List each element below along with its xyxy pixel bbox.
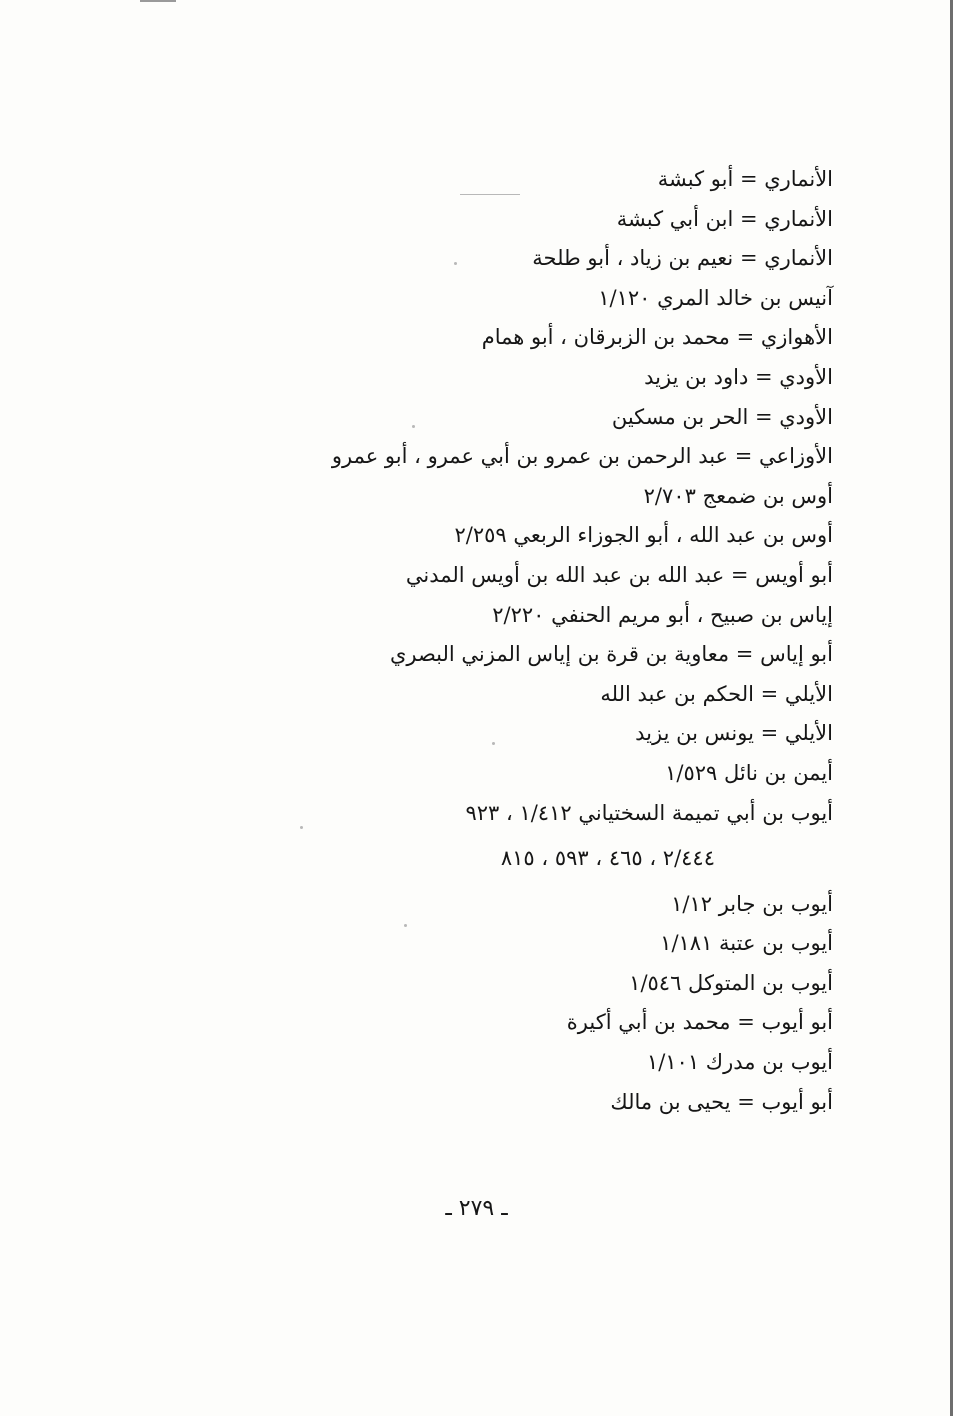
index-entry: الأيلي = يونس بن يزيد [635, 721, 833, 746]
index-entry: أيوب بن مدرك ١/١٠١ [646, 1050, 833, 1075]
scan-speck [492, 742, 495, 745]
scan-speck [300, 826, 303, 829]
index-entry: الأودي = الحر بن مسكين [611, 404, 833, 429]
index-entry-continuation: ٢/٤٤٤ ، ٤٦٥ ، ٥٩٣ ، ٨١٥ [500, 846, 715, 871]
index-entry: آنيس بن خالد المري ١/١٢٠ [598, 285, 833, 310]
index-entry: أيمن بن نائل ١/٥٢٩ [665, 760, 833, 785]
index-entry: الأيلي = الحكم بن عبد الله [600, 681, 833, 706]
index-entry: أبو إياس = معاوية بن قرة بن إياس المزني البصري [389, 642, 833, 667]
index-entry: الأنماري = ابن أبي كبشة [616, 206, 833, 231]
index-entry: أيوب بن أبي تميمة السختياني ١/٤١٢ ، ٩٢٣ [465, 800, 833, 825]
index-entry: الأنماري = أبو كبشة [657, 167, 833, 191]
index-entry: أوس بن عبد الله ، أبو الجوزاء الربعي ٢/٢٥٩ [454, 523, 833, 548]
index-entry: أيوب بن عتبة ١/١٨١ [660, 931, 833, 956]
index-entry: أبو أيوب = يحيى بن مالك [610, 1089, 833, 1114]
scan-mark [140, 0, 176, 2]
scan-speck [460, 194, 520, 195]
scan-speck [412, 425, 415, 428]
index-entry: إياس بن صبيح ، أبو مريم الحنفي ٢/٢٢٠ [492, 602, 833, 627]
page-number: ـ ٢٧٩ ـ [445, 1196, 508, 1221]
index-entry: الأودي = داود بن يزيد [644, 364, 833, 389]
index-entry: الأهوازي = محمد بن الزبرقان ، أبو همام [481, 325, 833, 350]
scan-speck [404, 924, 407, 927]
index-entry: أبو أيوب = محمد بن أبي أكيرة [566, 1010, 833, 1035]
index-entry: أيوب بن جابر ١/١٢ [671, 891, 833, 916]
index-entry: أبو أويس = عبد الله بن عبد الله بن أويس المدني [405, 562, 833, 587]
index-entry: أوس بن ضمعج ٢/٧٠٣ [643, 483, 833, 508]
index-entry: الأنماري = نعيم بن زياد ، أبو طلحة [532, 246, 833, 271]
scan-speck [454, 262, 457, 265]
index-entry: الأوزاعي = عبد الرحمن بن عمرو بن أبي عمرو ، أبو عمرو [331, 444, 833, 469]
index-entry: أيوب بن المتوكل ١/٥٤٦ [629, 970, 833, 995]
index-entries [133, 160, 833, 1122]
